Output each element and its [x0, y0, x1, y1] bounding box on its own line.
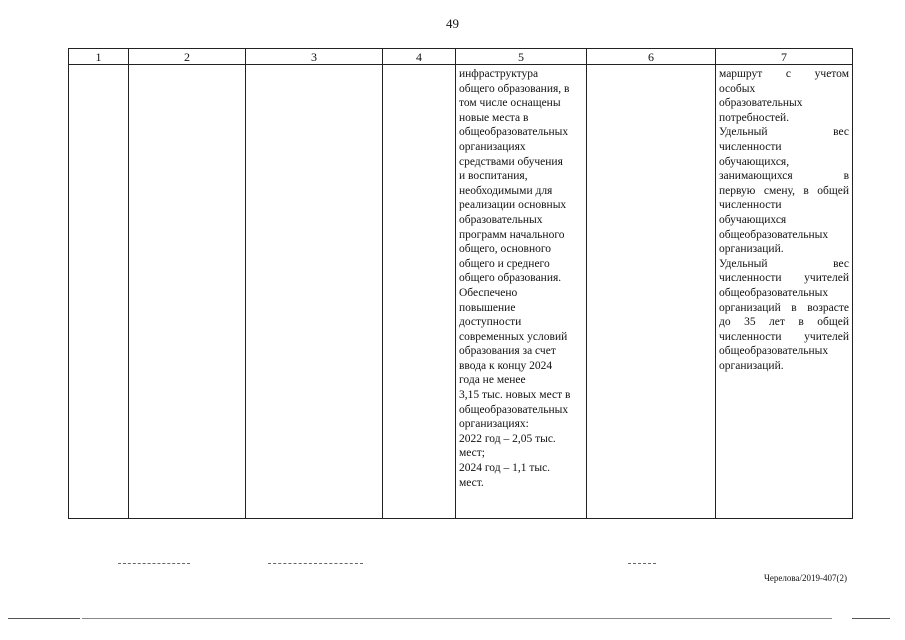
col7-line: маршрут с учетом — [719, 68, 849, 80]
col7-line: численности учителей — [719, 272, 849, 285]
col5-line: года не менее — [459, 374, 526, 387]
col5-text — [459, 67, 583, 490]
col5-line: общего и среднего — [459, 257, 550, 270]
col5-line: современных условий — [459, 330, 568, 343]
scan-artifact — [628, 563, 656, 565]
column-header: 5 — [456, 49, 587, 65]
table-cell-col7 — [716, 65, 853, 519]
col7-line: занимающихся в — [719, 170, 849, 183]
col5-line: доступности — [459, 316, 522, 329]
table-cell-col3 — [246, 65, 383, 519]
col7-line: обучающихся — [719, 213, 787, 226]
col5-line: образования за счет — [459, 345, 556, 358]
col7-line: организаций. — [719, 359, 784, 372]
document-table — [68, 48, 853, 519]
col7-line: общеобразовательных — [719, 345, 829, 358]
table-cell-col6 — [587, 65, 716, 519]
col5-line: общего, основного — [459, 243, 552, 256]
table-cell-col2 — [129, 65, 246, 519]
col7-line: численности — [719, 140, 782, 153]
col7-line: численности учителей — [719, 330, 849, 343]
document-signature-code: Черелова/2019-407(2) — [764, 573, 847, 583]
col7-line: общеобразовательных — [719, 286, 829, 299]
col7-line: образовательных — [719, 97, 803, 110]
col7-line: особых — [719, 82, 756, 95]
col5-line: средствами обучения — [459, 155, 563, 168]
col5-line: инфраструктура — [459, 68, 539, 80]
col7-line: организаций. — [719, 243, 784, 256]
col7-line: Удельный вес — [719, 257, 849, 270]
col5-line: 3,15 тыс. новых мест в — [459, 389, 571, 402]
scan-artifact — [118, 563, 190, 565]
column-header: 6 — [587, 49, 716, 65]
col5-line: общего образования, в — [459, 82, 570, 95]
col5-line: организациях — [459, 140, 526, 153]
col7-line: до 35 лет в общей — [719, 316, 849, 329]
col7-line: обучающихся, — [719, 155, 790, 168]
scan-artifact — [82, 618, 832, 619]
col5-line: ввода к концу 2024 — [459, 359, 553, 372]
column-header: 7 — [716, 49, 853, 65]
table-header-row — [69, 49, 853, 65]
col5-line: общеобразовательных — [459, 126, 569, 139]
column-header: 2 — [129, 49, 246, 65]
col5-line: образовательных — [459, 213, 543, 226]
col5-line: и воспитания, — [459, 170, 528, 183]
col5-line: мест. — [459, 476, 484, 489]
col5-line: 2022 год – 2,05 тыс. — [459, 432, 556, 445]
col5-line: общего образования. — [459, 272, 562, 285]
page-number: 49 — [446, 16, 459, 31]
col5-line: программ начального — [459, 228, 565, 241]
col5-line: повышение — [459, 301, 516, 314]
column-header: 3 — [246, 49, 383, 65]
table-cell-col5 — [456, 65, 587, 519]
col7-line: общеобразовательных — [719, 228, 829, 241]
col5-line: общеобразовательных — [459, 403, 569, 416]
scan-artifact — [852, 618, 890, 619]
col7-line: первую смену, в общей — [719, 184, 849, 197]
col5-line: 2024 год – 1,1 тыс. — [459, 462, 551, 475]
scan-artifact — [268, 563, 363, 565]
col5-line: мест; — [459, 447, 485, 460]
col5-line: реализации основных — [459, 199, 567, 212]
column-header: 1 — [69, 49, 129, 65]
col5-line: необходимыми для — [459, 184, 553, 197]
col5-line: новые места в — [459, 111, 529, 124]
table-row — [69, 65, 853, 519]
col7-line: потребностей. — [719, 111, 790, 124]
col7-line: Удельный вес — [719, 126, 849, 139]
col7-text — [719, 67, 849, 373]
col7-line: численности — [719, 199, 782, 212]
col5-line: организациях: — [459, 418, 529, 431]
column-header: 4 — [383, 49, 456, 65]
col5-line: Обеспечено — [459, 286, 518, 299]
col5-line: том числе оснащены — [459, 97, 561, 110]
scan-artifact — [8, 618, 80, 619]
table-cell-col1 — [69, 65, 129, 519]
table-cell-col4 — [383, 65, 456, 519]
col7-line: организаций в возрасте — [719, 301, 849, 314]
